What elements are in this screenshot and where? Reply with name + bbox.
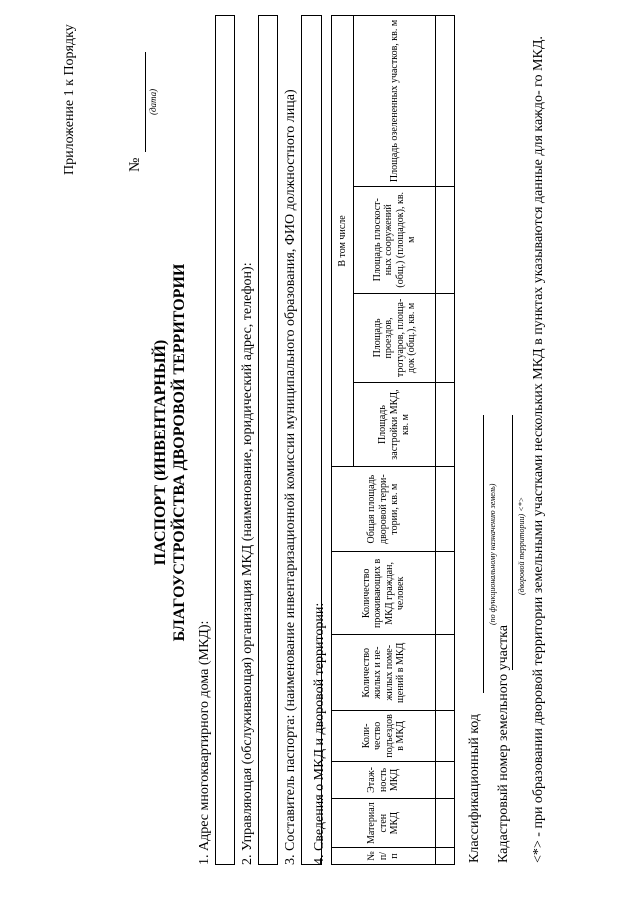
table-cell[interactable] [436, 552, 455, 635]
date-caption: (дата) [148, 88, 158, 115]
cadastral-caption: (дворовой территории) <*> [517, 496, 526, 595]
address-field[interactable] [215, 15, 235, 865]
col-building-area: Площадь застройки МКД, кв. м [354, 383, 436, 467]
table-cell[interactable] [436, 383, 455, 467]
table-cell[interactable] [436, 761, 455, 799]
col-green-areas: Площадь озелененных участков, кв. м [354, 16, 436, 187]
col-material: Материал стен МКД [332, 799, 436, 848]
classification-label: Классификационный код [467, 713, 482, 863]
section-4-label: 4. Сведения о МКД и дворовой территории: [312, 602, 327, 865]
col-premises: Количество жилых и не- жилых поме- щений в МКД [332, 635, 436, 711]
section-3-label: 3. Составитель паспорта: (наименование инвентаризационной комиссии муниципального образования, ФИО должностного лица) [283, 89, 298, 865]
col-floors: Этаж- ность МКД [332, 761, 436, 799]
col-entrances: Коли- чество подъездов в МКД [332, 711, 436, 761]
classification-line[interactable] [483, 415, 484, 693]
appendix-label: Приложение 1 к Порядку [62, 24, 77, 175]
title-line-1: ПАСПОРТ (ИНВЕНТАРНЫЙ) [152, 339, 169, 566]
col-total-area: Общая площадь дворовой терри- тории, кв. м [332, 466, 436, 551]
footnote: <*> - при образовании дворовой территории земельными участками нескольких МКД в пунктах указываются данные для каждо- го МКД. [531, 36, 546, 863]
section-2-label: 2. Управляющая (обслуживающая) организация МКД (наименование, юридический адрес, телефон): [240, 262, 255, 865]
mkd-info-table [331, 15, 455, 865]
table-cell[interactable] [436, 635, 455, 711]
classification-caption: (по функциональному назначению земель) [488, 483, 497, 625]
section-1-label: 1. Адрес многоквартирного дома (МКД): [197, 620, 212, 865]
number-line [145, 52, 146, 152]
table-cell[interactable] [436, 799, 455, 848]
table-cell[interactable] [436, 186, 455, 293]
col-driveways: Площадь проездов, тротуаров, площа- док (общ.), кв. м [354, 293, 436, 383]
table-cell[interactable] [436, 711, 455, 761]
cadastral-label: Кадастровый номер земельного участка [496, 625, 511, 863]
title-line-2: БЛАГОУСТРОЙСТВА ДВОРОВОЙ ТЕРРИТОРИИ [171, 263, 188, 642]
table-row [436, 16, 455, 865]
table-cell[interactable] [436, 848, 455, 865]
table-cell[interactable] [436, 293, 455, 383]
col-num: № п/п [332, 848, 436, 865]
table-cell[interactable] [436, 16, 455, 187]
management-org-field[interactable] [258, 15, 278, 865]
col-including: В том числе [332, 16, 354, 467]
number-label: № [127, 157, 143, 172]
table-cell[interactable] [436, 466, 455, 551]
col-residents: Количество проживающих в МКД граждан, человек [332, 552, 436, 635]
col-planar-structures: Площадь плоскост- ных сооружений (общ.) (площадок), кв. м [354, 186, 436, 293]
cadastral-line[interactable] [512, 415, 513, 670]
